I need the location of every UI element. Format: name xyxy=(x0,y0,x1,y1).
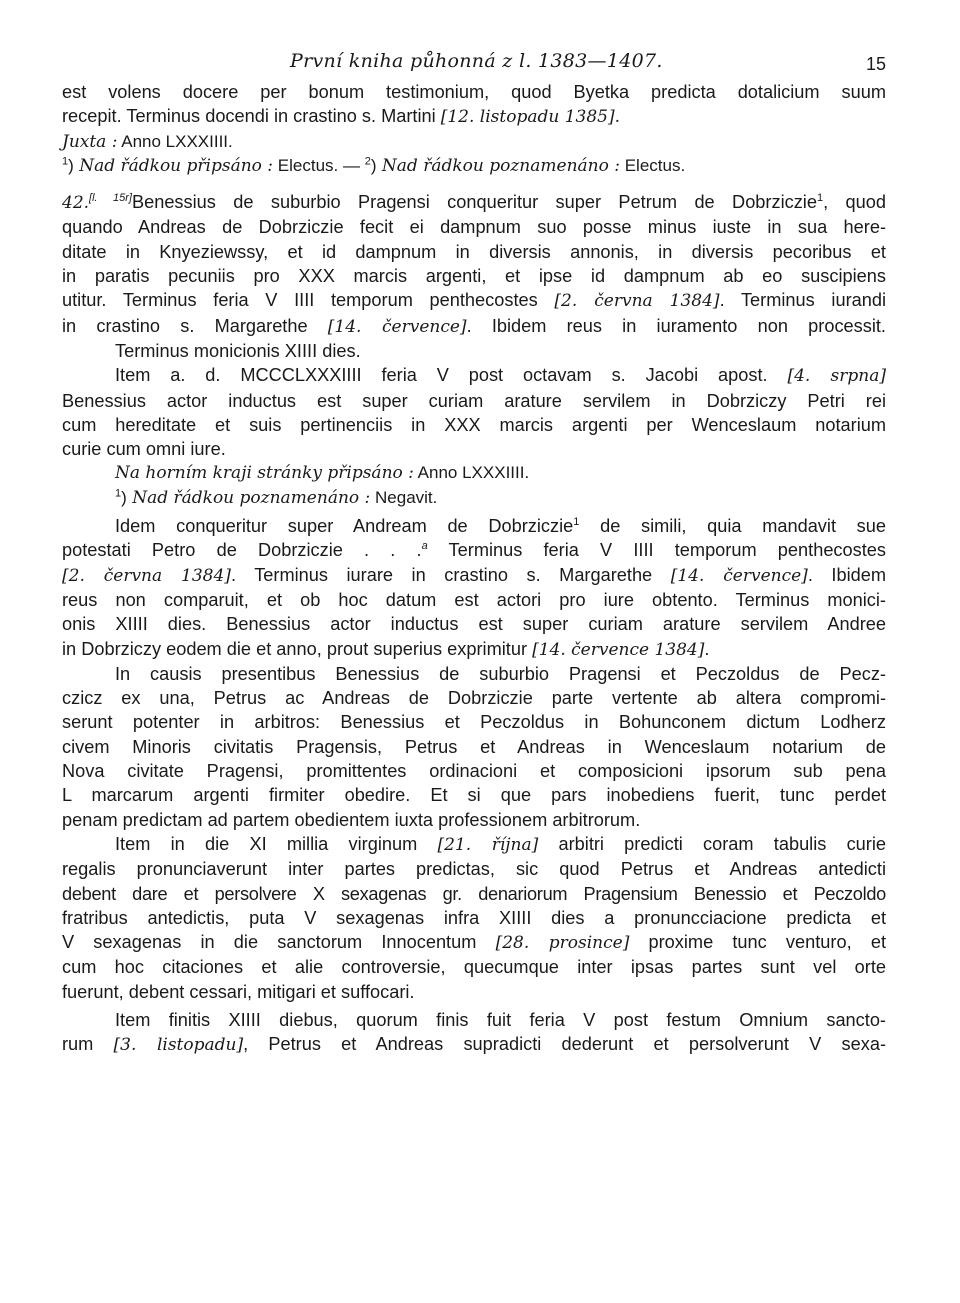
footnote-mark: 1 xyxy=(573,515,580,528)
footnote-mark: 1 xyxy=(115,487,122,500)
text-line: onis XIIII dies. Benessius actor inductus est super curiam arature servilem Andree xyxy=(62,614,886,635)
footnote-label: Nad řádkou poznamenáno : xyxy=(126,487,371,508)
text-line: Terminus monicionis XIIII dies. xyxy=(115,340,361,361)
text-span: Item a. d. MCCCLXXXIIII feria V post octavam s. Jacobi apost. xyxy=(115,365,788,386)
text-line xyxy=(62,288,886,313)
text-span: recepit. Terminus docendi in crastino s. Martini xyxy=(62,106,441,127)
footnote-separator: — xyxy=(338,155,365,175)
date-annotation: [12. listopadu 1385]. xyxy=(440,107,621,128)
footnote-text: Negavit. xyxy=(370,487,438,507)
text-line xyxy=(62,314,886,339)
text-span: Benessius de suburbio Pragensi conqueritur super Petrum de Dobrziczie xyxy=(131,192,817,213)
running-title: První kniha půhonná z l. 1383—1407. xyxy=(290,50,663,72)
text-line xyxy=(62,1032,886,1057)
note-text: Anno LXXXIIII. xyxy=(413,463,530,483)
page xyxy=(62,48,886,1058)
text-span: . Terminus iurandi xyxy=(719,290,887,311)
text-line: quando Andreas de Dobrziczie fecit ei dampnum suo posse minus iuste in sua here- xyxy=(62,217,886,238)
text-span: in crastino s. Margarethe xyxy=(62,315,328,336)
text-line: ditate in Knyeziewssy, et id dampnum in diversis annonis, in diversis pecoribus et xyxy=(62,241,886,262)
page-number: 15 xyxy=(865,54,886,74)
text-line: czicz ex una, Petrus ac Andreas de Dobrziczie parte vertente ab altera compromi- xyxy=(62,688,886,709)
text-line xyxy=(62,930,886,955)
footnote-text: Electus. xyxy=(273,155,339,175)
date-annotation: [14. července] xyxy=(327,316,467,337)
marginal-note xyxy=(62,461,886,485)
date-annotation: [4. srpna] xyxy=(787,366,886,387)
text-line xyxy=(62,104,886,129)
paragraph-xi-millia xyxy=(62,832,886,1004)
text-span: , Petrus et Andreas supradicti dederunt et persolverunt V sexa- xyxy=(243,1034,886,1055)
date-annotation: [28. prosince] xyxy=(495,933,630,954)
text-line: fuerunt, debent cessari, mitigari et suffocari. xyxy=(62,981,415,1002)
footnotes: $^1$) Nad řádkou připsáno : Electus. — $^2$) Nad řádkou poznamenáno : Electus. xyxy=(62,155,686,176)
text-line xyxy=(62,563,886,588)
paragraph-finitis xyxy=(62,1008,886,1058)
note-label: Na horním kraji stránky připsáno : xyxy=(115,463,414,484)
text-span: in Dobrziczy eodem die et anno, prout superius exprimitur xyxy=(62,638,533,659)
text-span: . xyxy=(704,638,710,659)
text-span: . Terminus iurare in crastino s. Margarethe xyxy=(230,564,671,585)
text-span: , quod xyxy=(823,192,886,213)
text-line: regalis pronunciaverunt inter partes predictas, sic quod Petrus et Andreas antedicti xyxy=(62,859,886,880)
text-line xyxy=(62,190,886,215)
text-span: potestati Petro de Dobrziczie . . . xyxy=(62,540,422,561)
page-header xyxy=(62,48,886,80)
text-span: utitur. Terminus feria V IIII temporum penthecostes xyxy=(62,290,555,311)
text-line: L marcarum argenti firmiter obedire. Et si que pars inobediens fuerit, tunc perdet xyxy=(62,785,886,806)
text-line: cum hoc citaciones et alie controversie, quecumque inter ipsas partes sunt vel orte xyxy=(62,957,886,978)
entry-number: 42. xyxy=(62,193,90,214)
text-span: arbitri predicti coram tabulis curie xyxy=(538,833,886,854)
text-span: . Ibidem reus in iuramento non processit. xyxy=(466,315,886,336)
footnote-mark: 2 xyxy=(364,155,371,168)
text-line: est volens docere per bonum testimonium, quod Byetka predicta dotalicium suum xyxy=(62,82,886,102)
text-span: proxime tunc venturo, et xyxy=(629,932,886,953)
text-line: penam predictam ad partem obedientem iuxta professionem arbitrorum. xyxy=(62,809,641,830)
text-line: fratribus antedictis, puta V sexagenas infra XIIII dies a pronuncciacione predicta et xyxy=(62,907,886,928)
date-annotation: [21. října] xyxy=(437,834,539,855)
footnote-text: Electus. xyxy=(619,155,686,175)
text-line: Nova civitate Pragensi, promittentes ordinacioni et composicioni ipsorum sub pena xyxy=(62,761,886,782)
text-span: Item in die XI millia virginum xyxy=(115,833,438,854)
paragraph-idem xyxy=(62,514,886,662)
date-annotation: [3. listopadu] xyxy=(113,1035,244,1056)
text-line xyxy=(62,637,886,662)
date-annotation: [14. července 1384] xyxy=(532,639,705,660)
footnote-label: Nad řádkou připsáno : xyxy=(73,155,274,176)
text-line: Item finitis XIIII diebus, quorum finis fuit feria V post festum Omnium sancto- xyxy=(115,1009,886,1030)
text-line: in paratis pecuniis pro XXX marcis argenti, et ipse id dampnum ab eo suscipiens xyxy=(62,266,886,287)
paragraph-in-causis xyxy=(62,662,886,832)
note-label: Juxta : xyxy=(62,131,118,152)
footnotes: $^1$) Nad řádkou poznamenáno : Negavit. xyxy=(115,487,438,508)
text-line xyxy=(62,832,886,857)
text-line xyxy=(62,538,886,562)
marginal-note xyxy=(62,130,886,154)
text-span: Idem conqueritur super Andream de Dobrziczie xyxy=(115,516,574,537)
date-annotation: [2. června 1384] xyxy=(62,565,231,586)
text-span: . Ibidem xyxy=(807,564,887,585)
entry-41-tail xyxy=(62,80,886,178)
text-line: curie cum omni iure. xyxy=(62,439,226,460)
text-span: V sexagenas in die sanctorum Innocentum xyxy=(62,932,496,953)
text-line: cum hereditate et suis pertinenciis in XXX marcis argenti per Wenceslaum notarium xyxy=(62,414,886,435)
text-line: civem Minoris civitatis Pragensis, Petrus et Andreas in Wenceslaum notarium de xyxy=(62,736,886,757)
text-line xyxy=(62,363,886,388)
footnote-mark: 1 xyxy=(62,155,69,168)
footnote-label: Nad řádkou poznamenáno : xyxy=(376,155,620,176)
text-line: In causis presentibus Benessius de suburbio Pragensi et Peczoldus de Pecz- xyxy=(115,663,886,684)
footnote-mark: a xyxy=(421,540,428,553)
text-span: de simili, quia mandavit sue xyxy=(579,516,887,537)
text-span: rum xyxy=(62,1034,114,1055)
text-span: Terminus feria V IIII temporum penthecostes xyxy=(427,540,886,561)
text-line xyxy=(62,514,886,538)
entry-42 xyxy=(62,190,886,510)
date-annotation: [2. června 1384] xyxy=(554,291,720,312)
text-line: Benessius actor inductus est super curiam arature servilem in Dobrziczy Petri rei xyxy=(62,390,886,411)
footnote-mark: 1 xyxy=(816,192,824,205)
date-annotation: [14. července] xyxy=(670,565,808,586)
text-line: reus non comparuit, et ob hoc datum est actori pro iure obtento. Terminus monici- xyxy=(62,589,886,610)
note-text: Anno LXXXIIII. xyxy=(117,131,233,151)
text-line: debent dare et persolvere X sexagenas gr. denariorum Pragensium Benessio et Peczoldo xyxy=(62,883,886,904)
folio-mark: [l. 15r] xyxy=(89,192,132,205)
text-line: serunt potenter in arbitros: Benessius et Peczoldus in Bohunconem dictum Lodherz xyxy=(62,712,886,733)
